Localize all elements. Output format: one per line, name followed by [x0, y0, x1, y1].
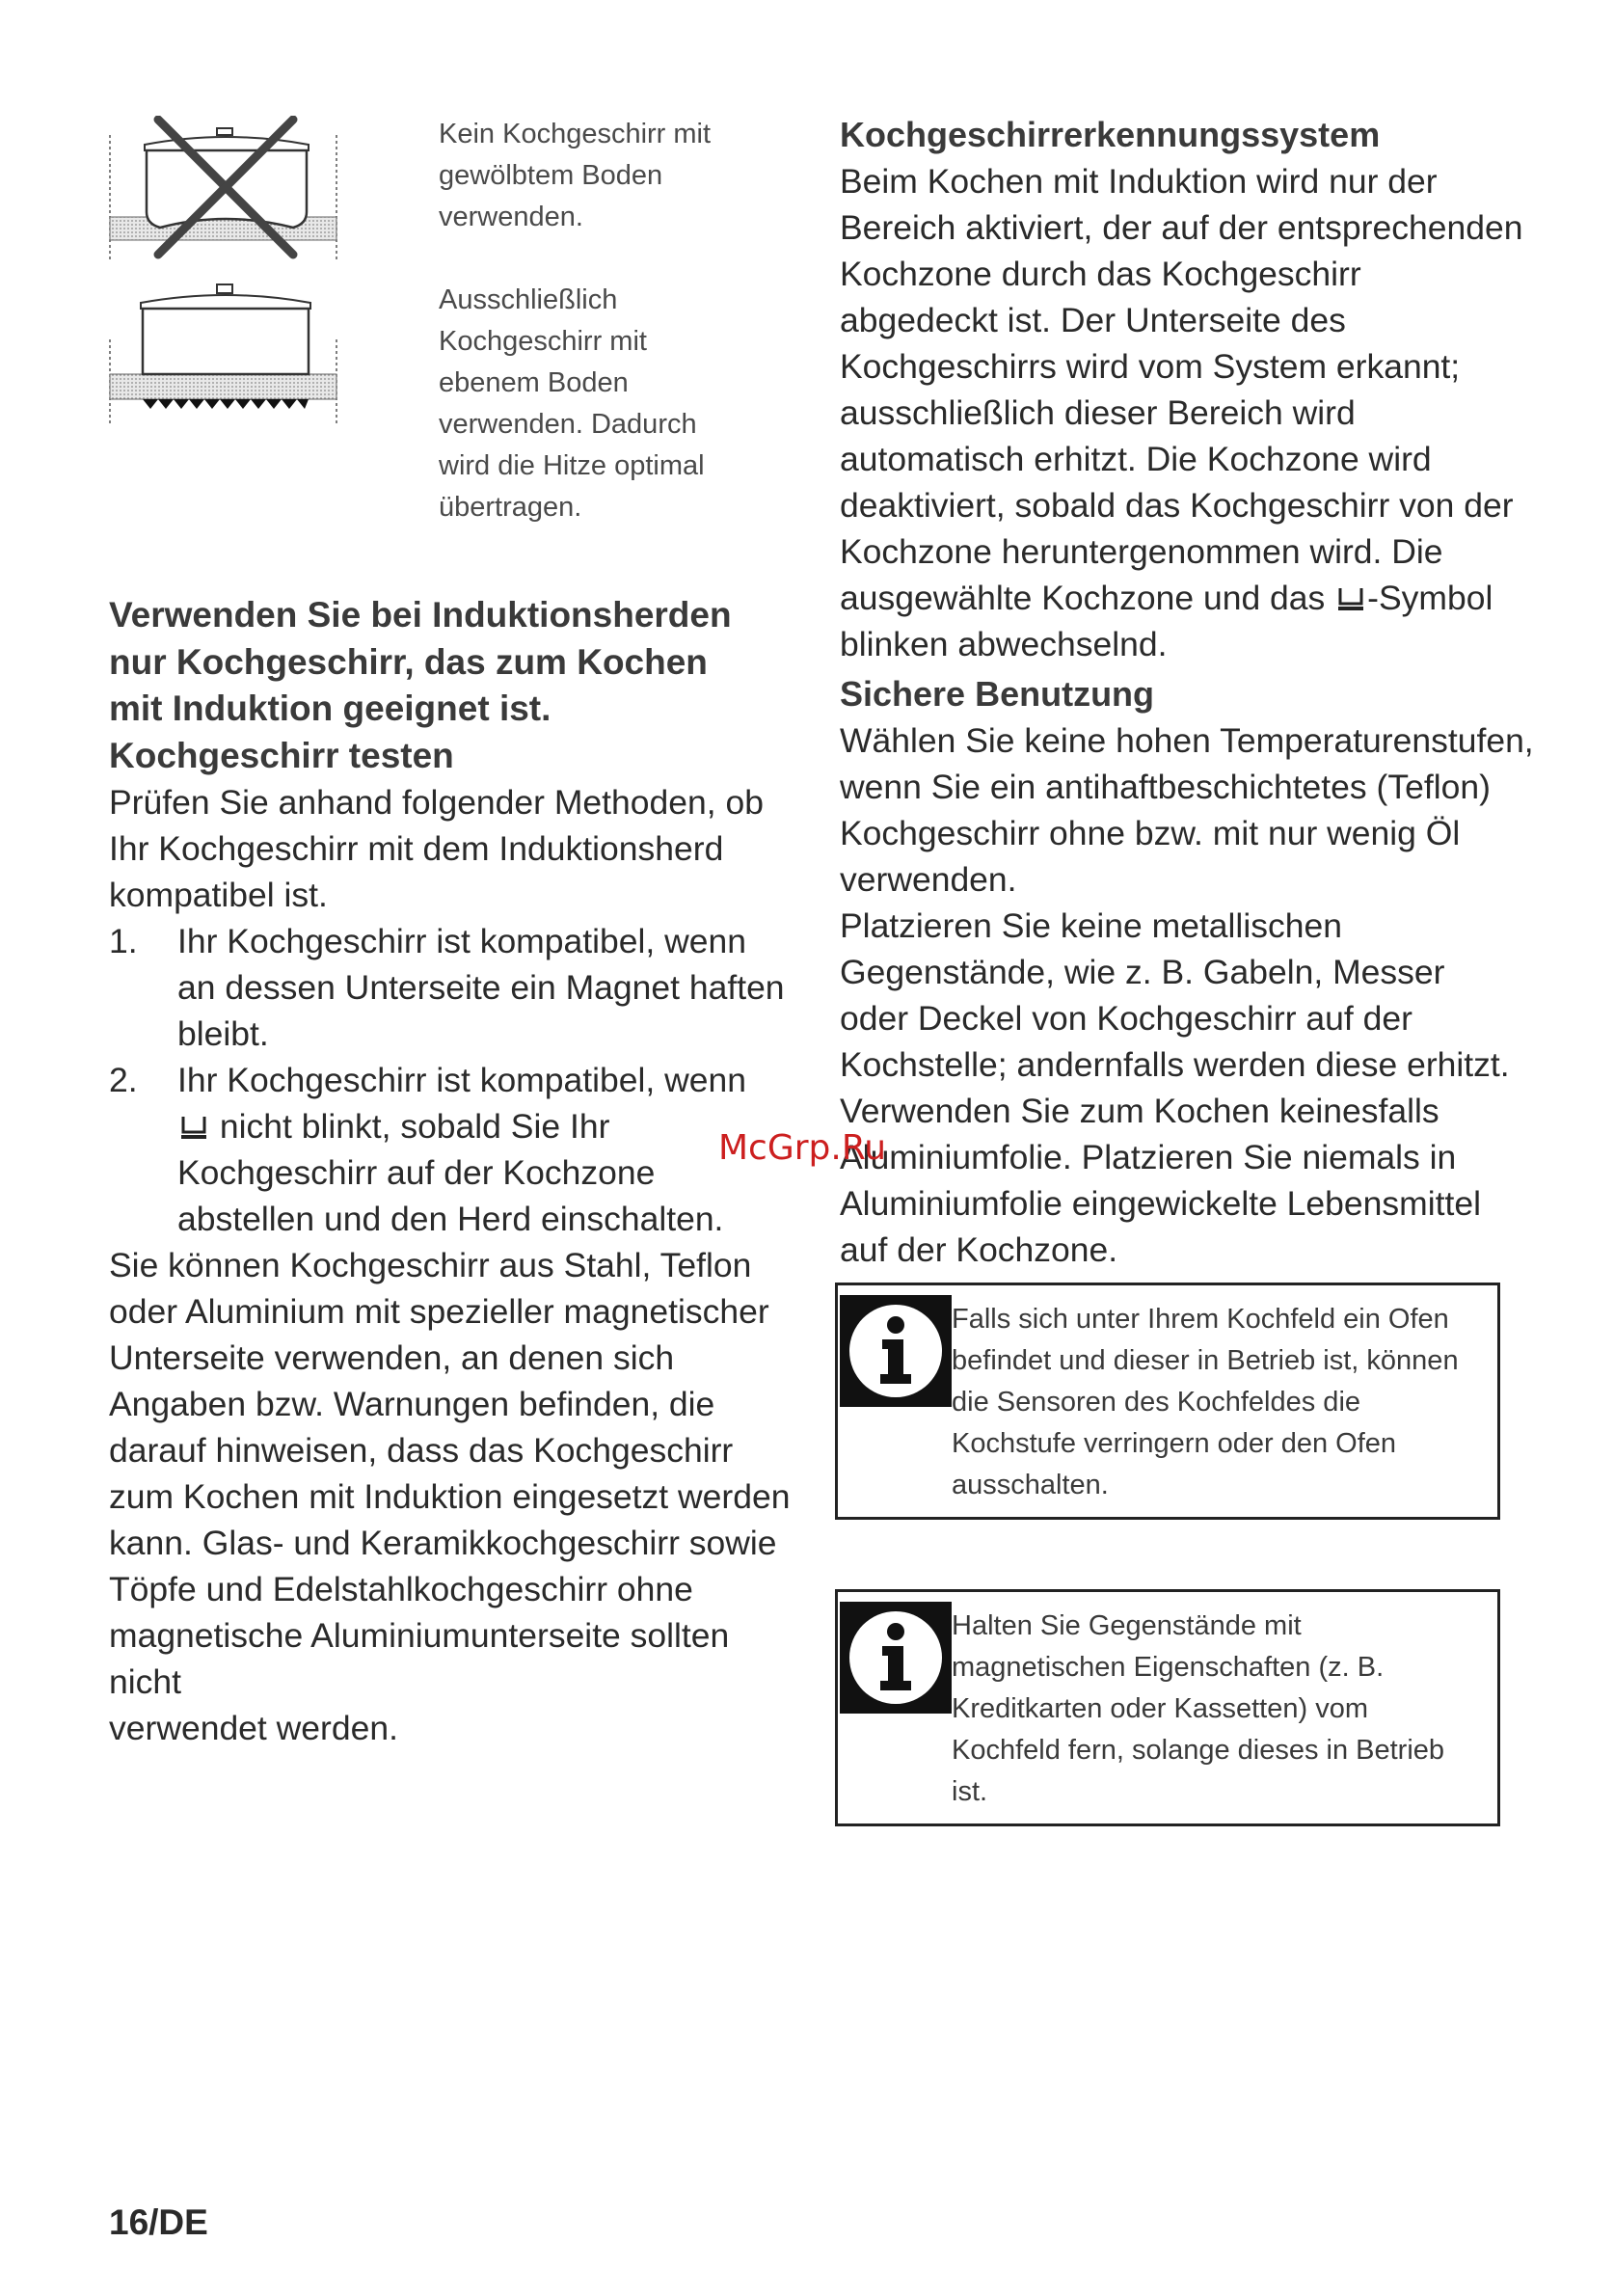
curved-bottom-pot-crossed-icon — [108, 116, 339, 260]
detection-system-heading: Kochgeschirrerkennungssystem — [840, 115, 1381, 154]
info-box-magnetic-text: Halten Sie Gegenstände mit magnetischen Eigenschaften (z. B. Kreditkarten oder Kassetten) vom Kochfeld fern, solange dieses in Betrieb ist. — [952, 1610, 1445, 1807]
list-item: 2. Ihr Kochgeschirr ist kompatibel, wenn nicht blinkt, sobald Sie Ihr Kochgeschirr auf der Kochzone abstellen und den Herd einschalten. — [109, 1061, 746, 1238]
detection-paragraph: Beim Kochen mit Induktion wird nur der Bereich aktiviert, der auf der entsprechenden Kochzone durch das Kochgeschirr abgedeckt ist. Der Unterseite des Kochgeschirrs wird vom System erkannt; ausschließlich dieser Bereich wird automatisch erhitzt. Die Kochzone wird deaktiviert, sobald das Kochgeschirr von der Kochzone heruntergenommen wird. Die ausgewählte Kochzone und das -Symbol blinken abwechselnd. — [840, 162, 1523, 663]
info-box-magnetic — [835, 1589, 1500, 1826]
test-cookware-heading: Kochgeschirr testen — [109, 735, 454, 775]
safe-usage-paragraph: Wählen Sie keine hohen Temperaturenstufen, wenn Sie ein antihaftbeschichtetes (Teflon) Kochgeschirr ohne bzw. mit nur wenig Öl verwenden. Platzieren Sie keine metallischen Gegenstände, wie z. B. Gabeln, Messer oder Deckel von Kochgeschirr auf der Kochstelle; andernfalls werden diese erhitzt. Verwenden Sie zum Kochen keinesfalls Aluminiumfolie. Platzieren Sie niemals in Aluminiumfolie eingewickelte Lebensmittel auf der Kochzone. — [840, 721, 1534, 1269]
info-box-oven — [835, 1283, 1500, 1520]
pan-detection-symbol-icon — [1337, 586, 1364, 611]
watermark: McGrp.Ru — [718, 1128, 887, 1168]
induction-warning-heading: Verwenden Sie bei Induktionsherden nur Kochgeschirr, das zum Kochen mit Induktion geeignet ist. — [109, 595, 732, 728]
info-box-oven-text: Falls sich unter Ihrem Kochfeld ein Ofen befindet und dieser in Betrieb ist, können die Sensoren des Kochfeldes die Kochstufe verringern oder den Ofen ausschalten. — [952, 1304, 1459, 1500]
right-text-column — [840, 112, 1534, 1273]
pan-detection-symbol-icon — [180, 1115, 207, 1140]
test-intro: Prüfen Sie anhand folgender Methoden, ob Ihr Kochgeschirr mit dem Induktionsherd kompatibel ist. — [109, 783, 764, 914]
safe-usage-heading: Sichere Benutzung — [840, 674, 1155, 714]
page-number: 16/DE — [109, 2202, 208, 2242]
info-icon — [840, 1602, 952, 1714]
usage-paragraph: Sie können Kochgeschirr aus Stahl, Teflon oder Aluminium mit spezieller magnetischer Unterseite verwenden, an denen sich Angaben bzw. Warnungen befinden, die darauf hinweisen, dass das Kochgeschirr zum Kochen mit Induktion eingesetzt werden kann. Glas- und Keramikkochgeschirr sowie Töpfe und Edelstahlkochgeschirr ohne magnetische Aluminiumunterseite sollten nicht verwendet werden. — [109, 1246, 791, 1747]
info-icon — [840, 1295, 952, 1407]
test-steps-list — [109, 918, 803, 1242]
image1-caption: Kein Kochgeschirr mit gewölbtem Boden verwenden. — [439, 119, 712, 232]
image2-caption: Ausschließlich Kochgeschirr mit ebenem Boden verwenden. Dadurch wird die Hitze optimal übertragen. — [439, 284, 705, 523]
left-text-column — [109, 592, 803, 1751]
list-item: 1. Ihr Kochgeschirr ist kompatibel, wenn an dessen Unterseite ein Magnet haften bleibt. — [109, 922, 785, 1053]
flat-bottom-pot-icon — [108, 282, 339, 426]
